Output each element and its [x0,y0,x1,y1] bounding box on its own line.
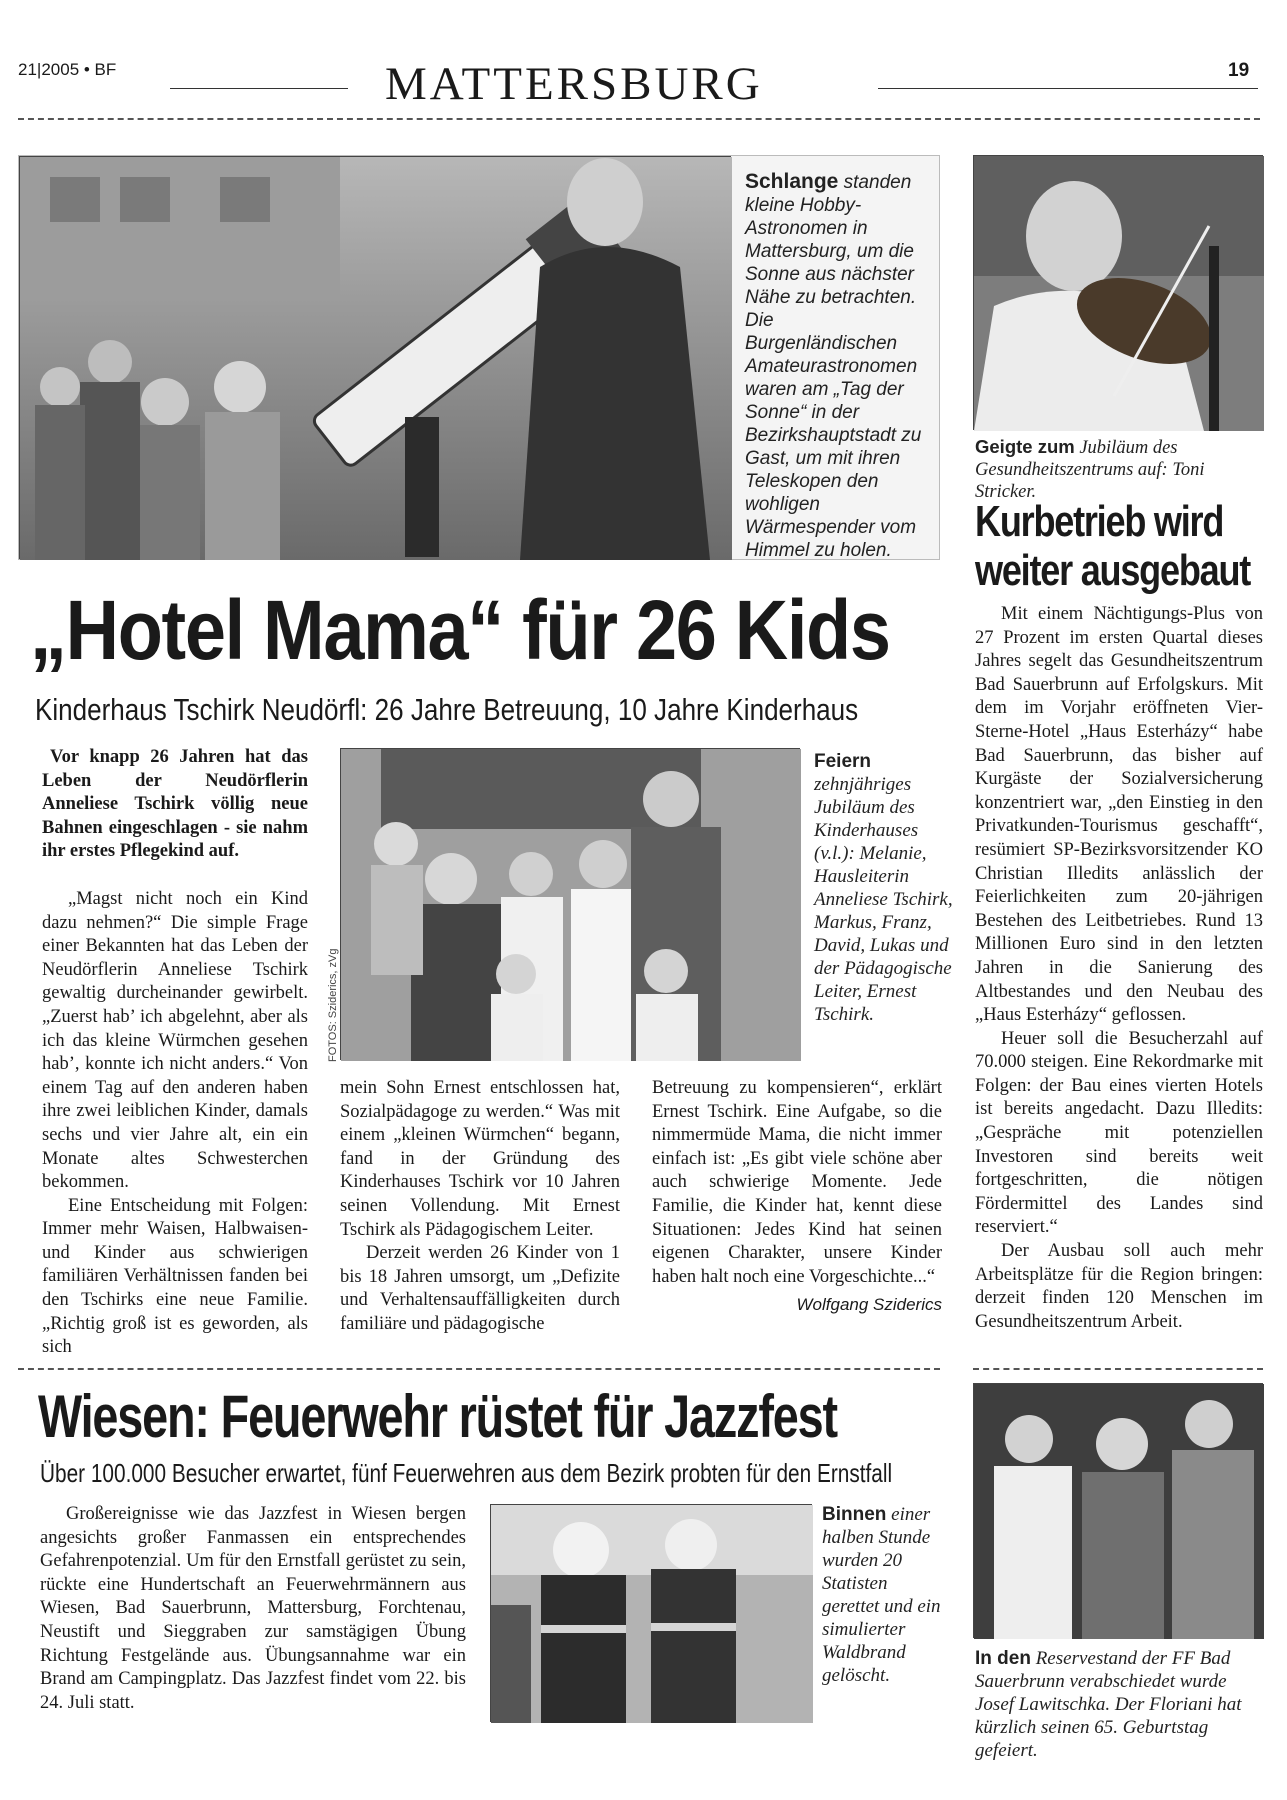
reserve-caption-text: Reservestand der FF Bad Sauerbrunn verabschiedet wurde Josef Lawitschka. Der Floriani hat kürzlich seinen 65. Geburtstag gefeiert. [975,1648,1242,1761]
reserve-caption-lead: In den [975,1648,1031,1669]
firefighter-photo-caption [822,1503,942,1687]
main-subheadline: Kinderhaus Tschirk Neudörfl: 26 Jahre Betreuung, 10 Jahre Kinderhaus [35,692,859,727]
header-rule-right [878,88,1258,89]
main-headline: „Hotel Mama“ für 26 Kids [30,583,890,677]
section-title: MATTERSBURG [385,58,763,110]
firefighter-photo [490,1504,812,1722]
firefighter-caption-text: einer halben Stunde wurden 20 Statisten gerettet und ein simulierter Waldbrand gelöscht. [822,1504,941,1686]
telescope-caption-text: standen kleine Hobby-Astronomen in Mattersburg, um die Sonne aus nächster Nähe zu betrachten. Die Burgenländischen Amateurastronomen waren am „Tag der Sonne“ in der Bezirkshauptstadt zu Gast, um mit ihren Teleskopen den wohligen Wärmespender vom Himmel zu holen. [745,172,922,561]
jazz-article-body [40,1503,466,1715]
main-article-author: Wolfgang Sziderics [796,1295,942,1315]
telescope-photo [19,156,731,559]
violin-photo-caption [975,436,1265,503]
right-headline-line2: weiter ausgebaut [975,546,1251,595]
right-article-headline [975,497,1250,595]
telescope-photo-block [18,155,940,560]
reserve-photo-caption [975,1647,1265,1762]
violin-caption-lead: Geigte zum [975,436,1075,457]
right-article-p1: Mit einem Nächtigungs-Plus von 27 Prozent im ersten Quartal dieses Jahres segelt das Gesundheitszentrum Bad Sauerbrunn auf Erfolgskurs. Mit dem im Vorjahr eröffneten Vier-Sterne-Hotel „Haus Esterházy“ habe Bad Sauerbrunn, das bisher auf Kurgäste der Sozialversicherung konzentriert war, „den Einstieg in den Privatkunden-Tourismus geschafft“, resümiert SP-Bezirksvorsitzender KO Christian Illedits anlässlich der Feierlichkeiten zum 20-jährigen Bestehen des Leitbetriebes. Rund 13 Millionen Euro sind in den letzten Jahren in die Sanierung des Altbestandes und den Neubau des „Haus Esterházy“ geflossen. [975,604,1263,1026]
main-col1-p2: Eine Entscheidung mit Folgen: Immer mehr Waisen, Halbwaisen- und Kinder aus schwierigen familiären Verhältnissen fanden bei den Tschirks eine neue Familie. „Richtig groß ist es geworden, als sich [42,1195,308,1358]
main-col3-p1: Betreuung zu kompensieren“, erklärt Ernest Tschirk. Eine Aufgabe, so die nimmermüde Mama, die nicht immer einfach ist: „Es gibt viele schöne aber auch schwierige Momente. Jede Familie, die Kinder hat, kennt diese Situationen: Jedes Kind hat seinen eigenen Charakter, unsere Kinder haben halt noch eine Vorgeschichte...“ [652,1078,942,1287]
kinderhaus-caption-lead: Feiern [814,751,872,772]
telescope-caption-lead: Schlange [745,170,839,193]
kinderhaus-photo [340,748,800,1060]
violin-photo-image [974,156,1264,431]
main-article-col1 [42,746,308,1360]
violin-photo [973,155,1263,430]
reserve-photo [973,1383,1263,1638]
page-number: 19 [1228,60,1250,81]
main-col1-p1: „Magst nicht noch ein Kind dazu nehmen?“ Die simple Frage einer Bekannten hat das Leben der Neudörflerin Anneliese Tschirk gewaltig durcheinander gewirbelt. „Zuerst hab’ ich abgelehnt, aber als ich das kleine Würmchen gesehen hab’, konnte ich nicht anders.“ Von einem Tag auf den anderen haben ihre zwei leiblichen Kinder, damals sechs und vier Jahre alt, ein ein Monate altes Schwesterchen bekommen. [42,888,308,1193]
main-article-col3 [652,1077,942,1317]
right-article-p3: Der Ausbau soll auch mehr Arbeitsplätze für die Region bringen: derzeit finden 120 Menschen im Gesundheitszentrum Arbeit. [975,1241,1263,1332]
jazz-subheadline: Über 100.000 Besucher erwartet, fünf Feuerwehren aus dem Bezirk probten für den Ernstfall [40,1458,893,1488]
right-section-divider [973,1368,1263,1370]
kinderhaus-caption-text: zehnjähriges Jubiläum des Kinderhauses (v.l.): Melanie, Hausleiterin Anneliese Tschirk, Markus, Franz, David, Lukas und der Pädagogische Leiter, Ernest Tschirk. [814,774,953,1025]
header-dash-divider [18,118,1260,120]
photo-credit: FOTOS: Sziderics, zVg [327,948,339,1062]
reserve-photo-image [974,1384,1264,1639]
main-article-lead: Vor knapp 26 Jahren hat das Leben der Neudörflerin Anneliese Tschirk völlig neue Bahnen eingeschlagen - sie nahm ihr erstes Pflegekind auf. [42,747,308,862]
right-article-p2: Heuer soll die Besucherzahl auf 70.000 steigen. Eine Rekordmarke mit Folgen: der Bau eines vierten Hotels ist bereits angedacht. Dazu Illedits: „Gespräche mit potenziellen Investoren sind bereits weit fortgeschritten, die nötigen Fördermittel des Landes sind reserviert.“ [975,1028,1263,1238]
jazz-body-text: Großereignisse wie das Jazzfest in Wiesen bergen angesichts großer Fanmassen ein entsprechendes Gefahrenpotenzial. Um für den Ernstfall gerüstet zu sein, rückte eine Hundertschaft an Feuerwehrmännern aus Wiesen, Bad Sauerbrunn, Mattersburg, Forchtenau, Neustift und Sieggraben zur samstägigen Übung Richtung Festgelände aus. Übungsannahme war ein Brand am Campingplatz. Das Jazzfest findet vom 22. bis 24. Juli statt. [40,1504,466,1713]
main-article-col2 [340,1077,620,1337]
header-rule-left [170,88,348,89]
telescope-photo-image [20,157,732,560]
main-col2-p2: Derzeit werden 26 Kinder von 1 bis 18 Jahren umsorgt, um „Defizite und Verhaltensauffälligkeiten durch familiäre und pädagogische [340,1243,620,1334]
right-article-body [975,603,1263,1334]
kinderhaus-photo-caption [814,750,954,1026]
right-headline-line1: Kurbetrieb wird [975,497,1224,546]
issue-label: 21|2005 • BF [18,60,117,79]
main-col2-p1: mein Sohn Ernest entschlossen hat, Sozialpädagoge zu werden.“ Was mit einem „kleinen Würmchen“ begann, fand in der Gründung des Kinderhauses Tschirk vor 10 Jahren seinen Vollendung. Mit Ernest Tschirk als Pädagogischem Leiter. [340,1078,620,1240]
jazz-headline: Wiesen: Feuerwehr rüstet für Jazzfest [38,1383,837,1450]
page-header [0,0,1287,130]
violin-caption-text: Jubiläum des Gesundheitszentrums auf: Toni Stricker. [975,438,1205,502]
kinderhaus-photo-image [341,749,801,1061]
firefighter-photo-image [491,1505,813,1723]
jazz-section-divider [18,1368,940,1370]
telescope-photo-caption [745,170,925,562]
firefighter-caption-lead: Binnen [822,1504,887,1525]
